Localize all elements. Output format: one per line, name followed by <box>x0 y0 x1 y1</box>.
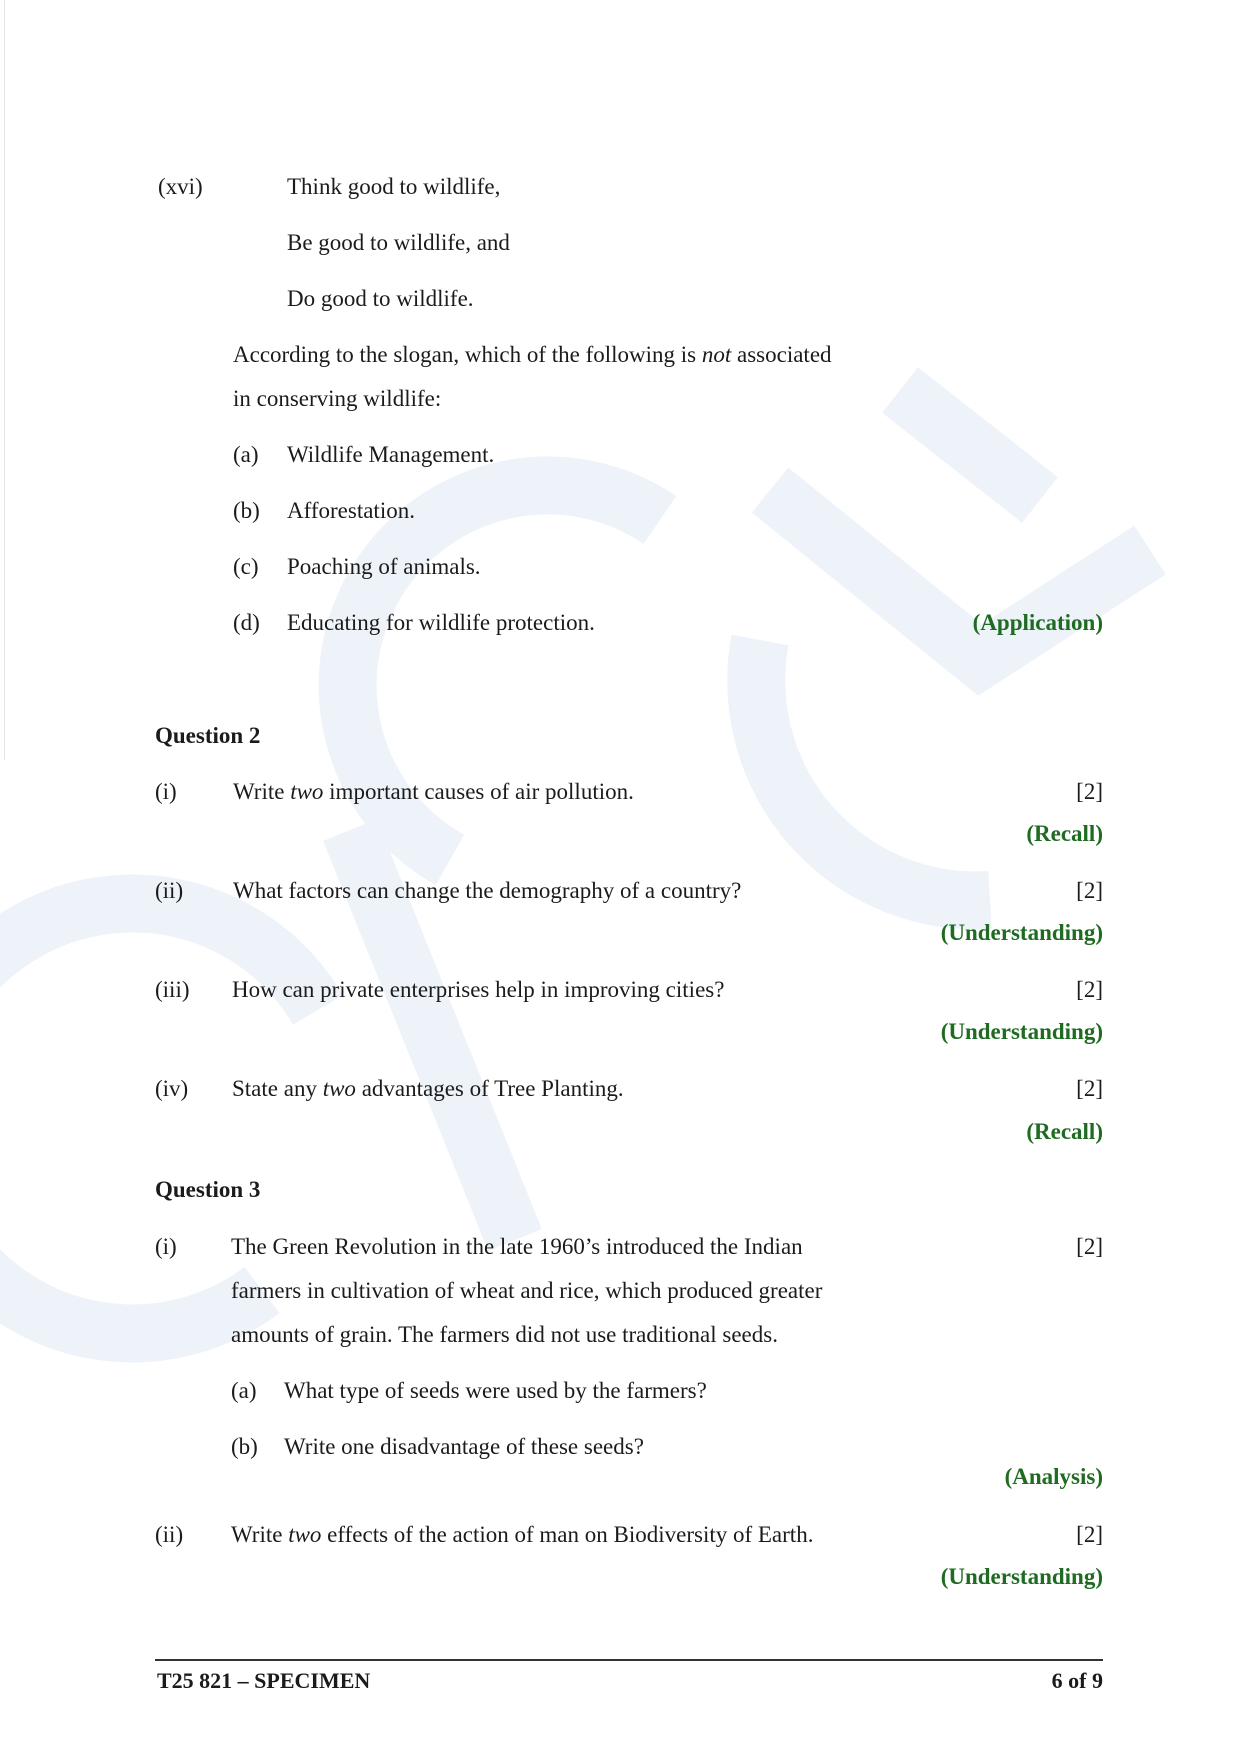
stem-emphasis: not <box>701 342 732 367</box>
q2-ii-text: What factors can change the demography of a country? <box>233 878 742 903</box>
q2-iv-marks: [2] <box>1076 1076 1103 1101</box>
option-b-text: Afforestation. <box>287 498 415 523</box>
q2-iii-tag: (Understanding) <box>940 1019 1103 1044</box>
q3-i-sub-a-text: What type of seeds were used by the farmers? <box>284 1378 707 1403</box>
q2-iv-text <box>232 1075 624 1103</box>
q2-iii-label: (iii) <box>155 977 190 1002</box>
q3-i-sub-b-label: (b) <box>231 1434 258 1459</box>
option-a-text: Wildlife Management. <box>287 442 495 467</box>
footer-rule <box>155 1659 1103 1661</box>
question-label-xvi: (xvi) <box>158 174 203 199</box>
q3-i-line-3: amounts of grain. The farmers did not use traditional seeds. <box>231 1322 778 1347</box>
q2-i-pre: Write <box>233 779 291 804</box>
page-number: 6 of 9 <box>1051 1668 1103 1693</box>
question-2-heading: Question 2 <box>155 723 261 748</box>
q2-ii-marks: [2] <box>1076 878 1103 903</box>
option-d-label: (d) <box>233 610 260 635</box>
q2-ii-tag: (Understanding) <box>940 920 1103 945</box>
q3-ii-label: (ii) <box>155 1522 184 1547</box>
q3-ii-marks: [2] <box>1076 1522 1103 1547</box>
option-d-text: Educating for wildlife protection. <box>287 610 595 635</box>
q2-i-label: (i) <box>155 779 177 804</box>
q3-i-marks: [2] <box>1076 1234 1103 1259</box>
q2-iii-text: How can private enterprises help in improving cities? <box>232 977 725 1002</box>
question-stem-line-1 <box>233 341 832 369</box>
q3-i-label: (i) <box>155 1234 177 1259</box>
option-a-label: (a) <box>233 442 259 467</box>
q3-i-line-2: farmers in cultivation of wheat and rice, which produced greater <box>231 1278 823 1303</box>
q2-i-text <box>233 778 634 806</box>
q3-i-tag: (Analysis) <box>1004 1464 1103 1489</box>
q3-i-sub-b-text: Write one disadvantage of these seeds? <box>284 1434 644 1459</box>
option-c-label: (c) <box>233 554 259 579</box>
stem-pre: According to the slogan, which of the following is <box>233 342 702 367</box>
cognitive-tag-application: (Application) <box>972 610 1103 635</box>
paper-code: T25 821 – SPECIMEN <box>157 1668 371 1693</box>
stem-post: associated <box>731 342 832 367</box>
slogan-line-2: Be good to wildlife, and <box>287 230 510 255</box>
option-b-label: (b) <box>233 498 260 523</box>
q2-i-emphasis: two <box>290 779 324 804</box>
q2-iv-post: advantages of Tree Planting. <box>355 1076 624 1101</box>
q2-ii-label: (ii) <box>155 878 184 903</box>
q3-ii-emphasis: two <box>288 1522 322 1547</box>
q2-iv-label: (iv) <box>155 1076 189 1101</box>
q3-ii-pre: Write <box>231 1522 289 1547</box>
question-stem-line-2: in conserving wildlife: <box>233 386 442 411</box>
slogan-line-3: Do good to wildlife. <box>287 286 474 311</box>
option-c-text: Poaching of animals. <box>287 554 481 579</box>
q2-iv-emphasis: two <box>322 1076 356 1101</box>
q3-i-line-1: The Green Revolution in the late 1960’s introduced the Indian <box>231 1234 803 1259</box>
question-3-heading: Question 3 <box>155 1177 261 1202</box>
q2-i-marks: [2] <box>1076 779 1103 804</box>
q2-iv-tag: (Recall) <box>1026 1119 1103 1144</box>
slogan-line-1: Think good to wildlife, <box>287 174 501 199</box>
q2-i-post: important causes of air pollution. <box>323 779 634 804</box>
q2-iii-marks: [2] <box>1076 977 1103 1002</box>
q3-ii-text <box>231 1521 813 1549</box>
margin-line <box>4 0 5 760</box>
q3-ii-tag: (Understanding) <box>940 1564 1103 1589</box>
q3-i-sub-a-label: (a) <box>231 1378 257 1403</box>
q2-i-tag: (Recall) <box>1026 821 1103 846</box>
q3-ii-post: effects of the action of man on Biodiversity of Earth. <box>321 1522 814 1547</box>
q2-iv-pre: State any <box>232 1076 323 1101</box>
